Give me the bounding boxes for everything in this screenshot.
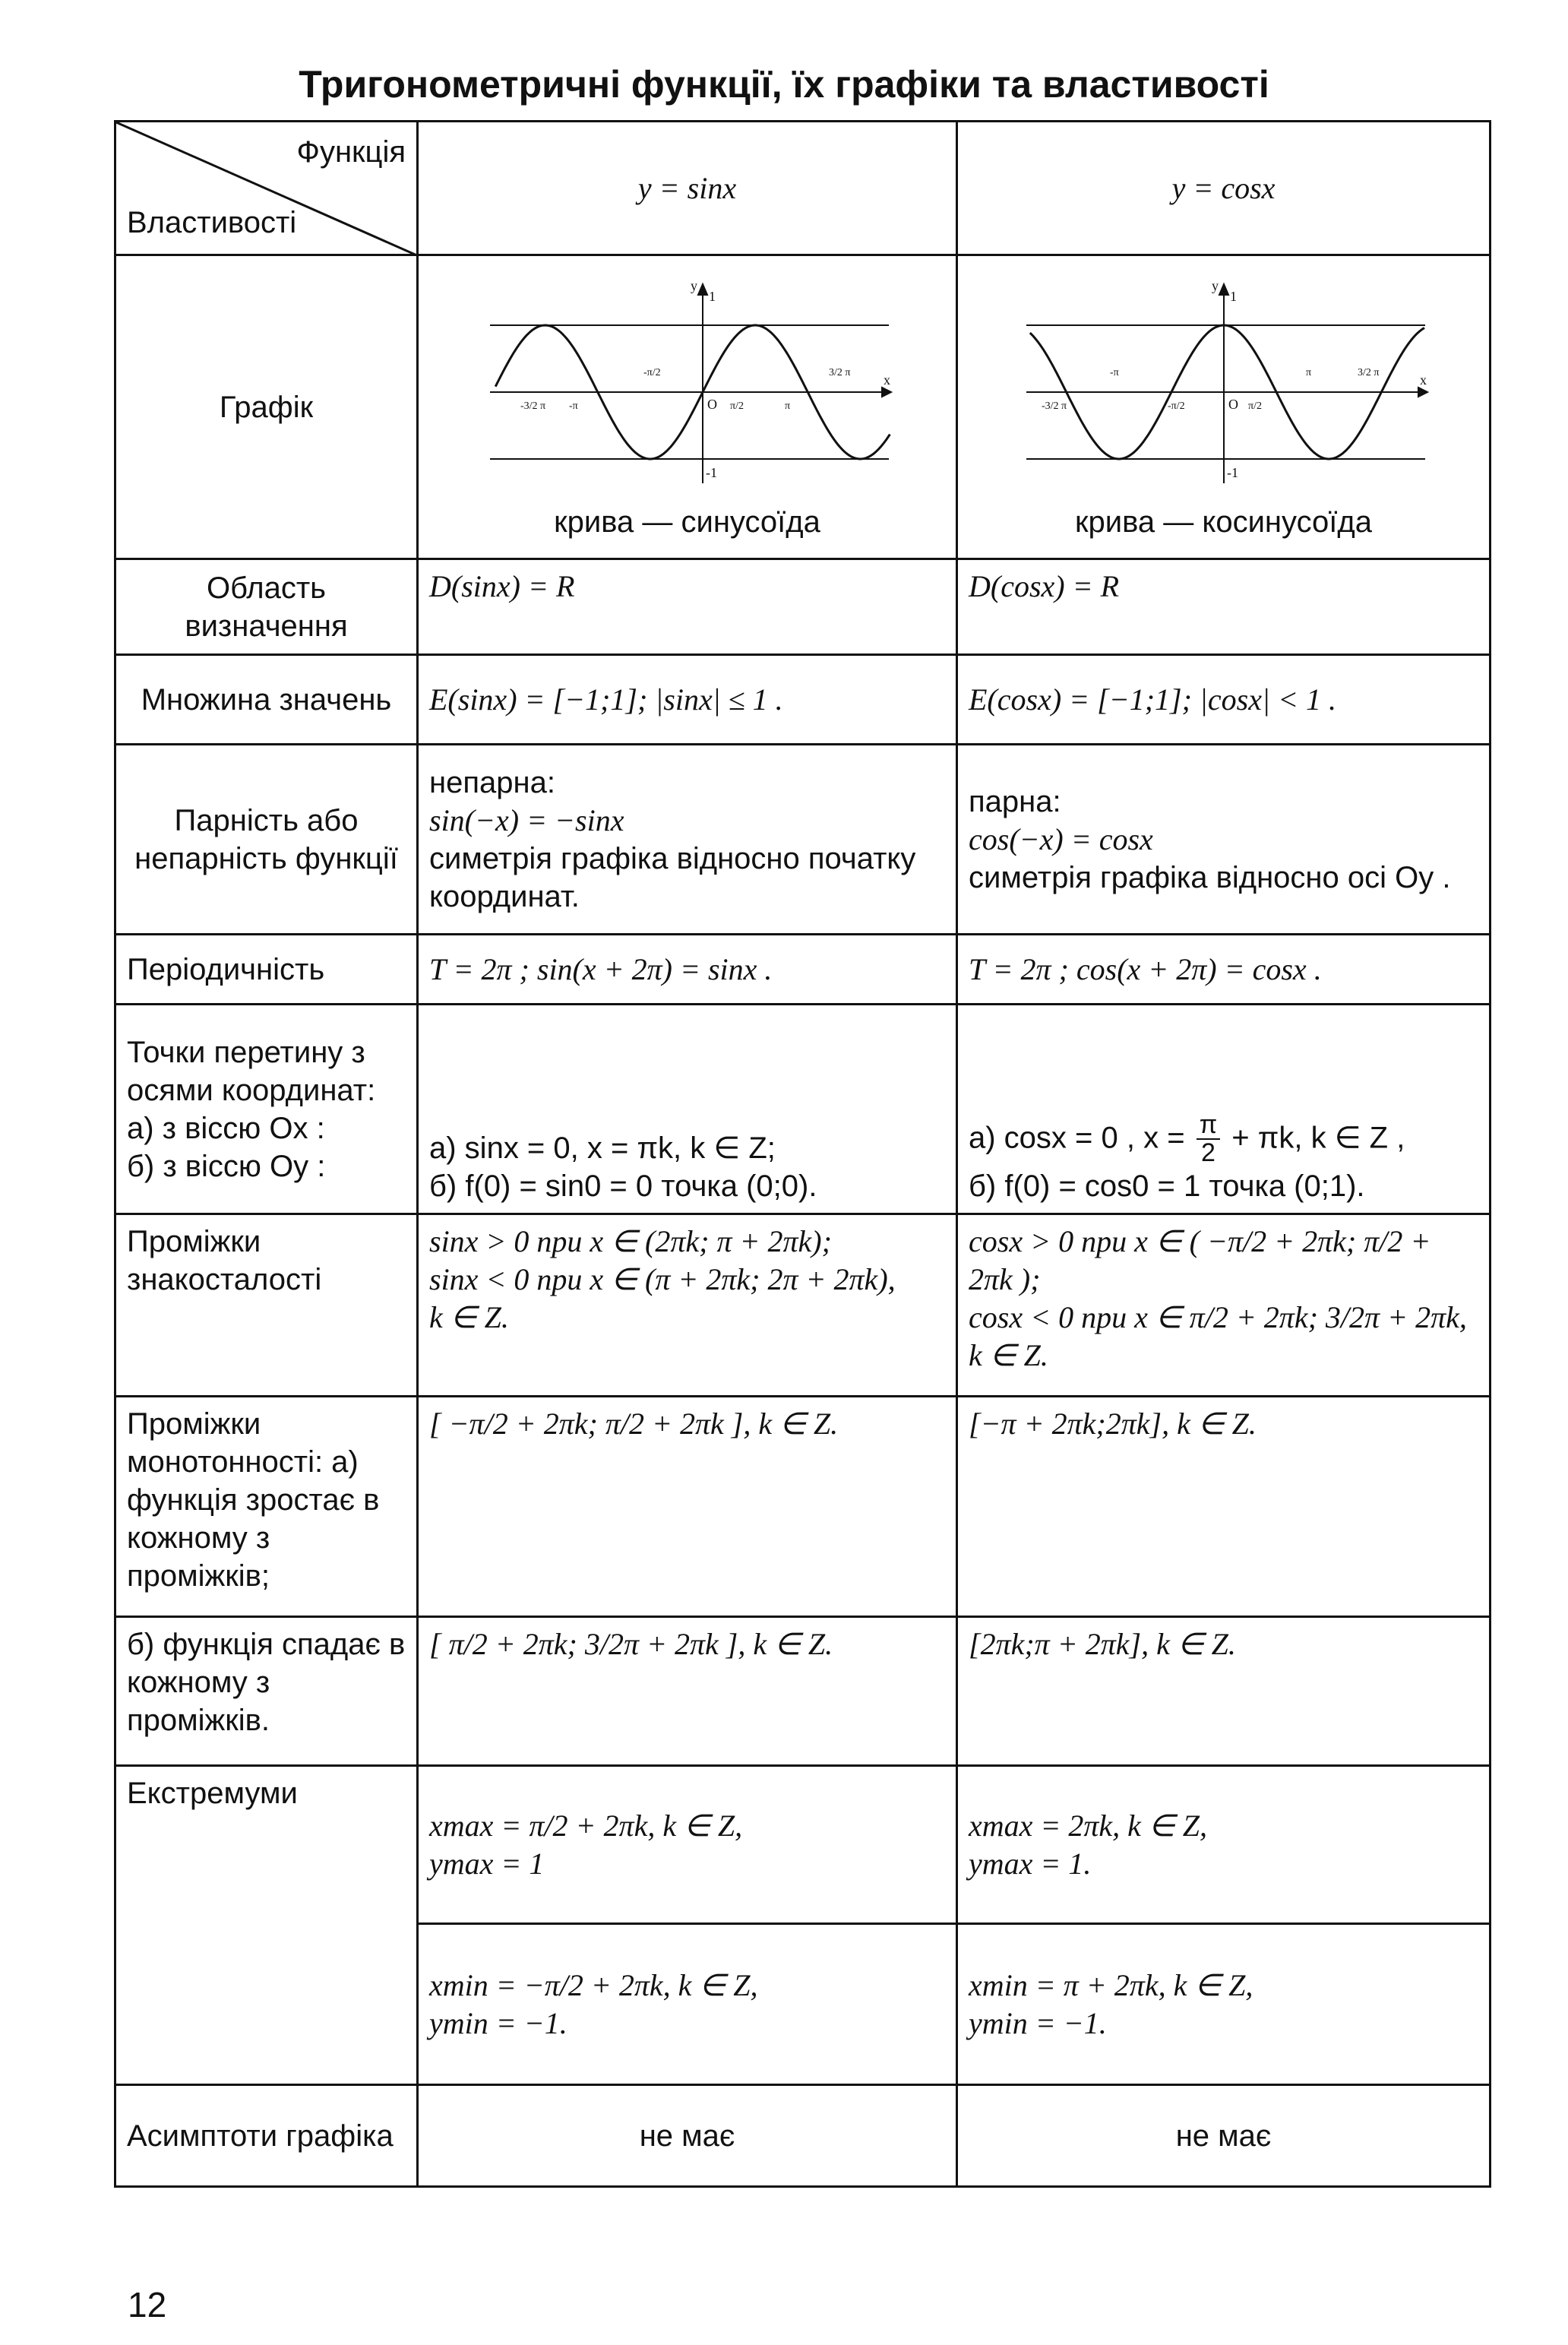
fraction-denominator: 2: [1200, 1138, 1216, 1168]
cos-ymax: ymax = 1.: [969, 1846, 1092, 1881]
cos-xmax: xmax = 2πk, k ∈ Z,: [969, 1808, 1208, 1843]
sin-increase: [ −π/2 + 2πk; π/2 + 2πk ], k ∈ Z.: [418, 1397, 957, 1617]
cos-intersection-ox: [969, 1109, 1478, 1168]
sin-parity-type: непарна:: [429, 765, 555, 799]
sin-tick-label: 3/2 π: [828, 366, 850, 378]
sin-decrease: [ π/2 + 2πk; 3/2π + 2πk ], k ∈ Z.: [418, 1617, 957, 1766]
cos-intersection-oy: б) f(0) = cos0 = 1 точка (0;1).: [969, 1169, 1365, 1203]
cos-parity-note: симетрія графіка відносно осі Oy .: [969, 860, 1451, 894]
sin-tick-label: π: [784, 400, 790, 412]
sin-sign-k: k ∈ Z.: [429, 1300, 509, 1334]
graph-row: [115, 255, 1491, 559]
sin-column-header: y = sinx: [418, 122, 957, 255]
cos-min-cell: [957, 1924, 1491, 2085]
domain-label: Область визначення: [115, 559, 418, 655]
cos-tick-label: -3/2 π: [1041, 400, 1067, 412]
extrema-label: Екстремуми: [115, 1766, 418, 2085]
cos-range: E(cosx) = [−1;1]; |cosx| < 1 .: [957, 655, 1491, 745]
cos-intersection-ox-post: + πk, k ∈ Z ,: [1231, 1120, 1405, 1154]
cos-increase: [−π + 2πk;2πk], k ∈ Z.: [957, 1397, 1491, 1617]
cos-column-header: y = cosx: [957, 122, 1491, 255]
cos-decrease: [2πk;π + 2πk], k ∈ Z.: [957, 1617, 1491, 1766]
cos-parity-cell: [957, 745, 1491, 935]
cos-minus-one-label: -1: [1226, 464, 1238, 480]
cos-domain: D(cosx) = R: [957, 559, 1491, 655]
sin-tick-label: -3/2 π: [520, 400, 545, 412]
sin-axis-x-label: x: [883, 372, 890, 388]
cos-tick-label: π/2: [1247, 400, 1262, 412]
cos-intersection-ox-pre: а) cosx = 0 , x =: [969, 1120, 1185, 1154]
properties-table: [114, 120, 1491, 2188]
decrease-label: б) функція спадає в кожному з проміжків.: [115, 1617, 418, 1766]
sin-xmax: xmax = π/2 + 2πk, k ∈ Z,: [429, 1808, 743, 1843]
range-label: Множина значень: [115, 655, 418, 745]
sin-tick-label: π/2: [729, 400, 744, 412]
cos-xmin: xmin = π + 2πk, k ∈ Z,: [969, 1967, 1253, 2002]
sin-tick-label: -π: [568, 400, 578, 412]
sin-intersection-ox: а) sinx = 0, x = πk, k ∈ Z;: [429, 1131, 776, 1165]
properties-header-label: Властивості: [127, 206, 297, 239]
sin-sign-cell: [418, 1214, 957, 1397]
decrease-row: [115, 1617, 1491, 1766]
intersections-label-cell: [115, 1005, 418, 1214]
cos-one-label: 1: [1229, 288, 1237, 304]
parity-row: [115, 745, 1491, 935]
sin-asymptotes: не має: [418, 2085, 957, 2187]
cos-periodicity: T = 2π ; cos(x + 2π) = cosx .: [957, 935, 1491, 1005]
sin-origin-label: O: [707, 396, 717, 412]
intersections-label-b: б) з віссю Oy :: [127, 1149, 326, 1183]
cos-ymin: ymin = −1.: [969, 2005, 1107, 2040]
sin-parity-cell: [418, 745, 957, 935]
cos-negative-interval: cosx < 0 при x ∈ π/2 + 2πk; 3/2π + 2πk, k ∈ Z.: [969, 1300, 1467, 1372]
sin-domain: D(sinx) = R: [418, 559, 957, 655]
cos-intersections-cell: [957, 1005, 1491, 1214]
increase-row: [115, 1397, 1491, 1617]
cos-positive-interval: cosx > 0 при x ∈ ( −π/2 + 2πk; π/2 + 2πk );: [969, 1224, 1431, 1296]
cos-tick-label: -π: [1109, 366, 1119, 378]
fraction-numerator: π: [1197, 1112, 1220, 1141]
sin-ymin: ymin = −1.: [429, 2005, 567, 2040]
asymptotes-row: [115, 2085, 1491, 2187]
sin-ymax: ymax = 1: [429, 1846, 545, 1881]
sin-intersection-oy: б) f(0) = sin0 = 0 точка (0;0).: [429, 1169, 817, 1203]
intersections-row: [115, 1005, 1491, 1214]
cos-axis-y-label: y: [1211, 277, 1219, 293]
cos-parity-formula: cos(−x) = cosx: [969, 821, 1153, 856]
cos-origin-label: O: [1228, 396, 1238, 412]
cosine-graph: [1011, 278, 1437, 491]
parity-label: Парність або непарність функції: [115, 745, 418, 935]
range-row: [115, 655, 1491, 745]
sin-positive-interval: sinx > 0 при x ∈ (2πk; π + 2πk);: [429, 1224, 832, 1258]
intersections-label: Точки перетину з осями координат:: [127, 1035, 376, 1107]
sin-graph-cell: [418, 255, 957, 559]
sine-graph: [475, 278, 900, 491]
sin-range: E(sinx) = [−1;1]; |sinx| ≤ 1 .: [418, 655, 957, 745]
page-number: 12: [128, 2285, 167, 2324]
page-title: Тригонометричні функції, їх графіки та властивості: [299, 63, 1269, 106]
cos-graph-cell: [957, 255, 1491, 559]
graph-label: Графік: [115, 255, 418, 559]
increase-label: Проміжки монотонності: а) функція зростає в кожному з проміжків;: [115, 1397, 418, 1617]
sign-row: [115, 1214, 1491, 1397]
sin-parity-formula: sin(−x) = −sinx: [429, 802, 624, 837]
cos-graph-caption: крива — косинусоїда: [1075, 505, 1372, 539]
domain-row: [115, 559, 1491, 655]
asymptotes-label: Асимптоти графіка: [115, 2085, 418, 2187]
pi-over-two-fraction: [1197, 1109, 1220, 1168]
cos-tick-label: -π/2: [1167, 400, 1185, 412]
sin-graph-caption: крива — синусоїда: [554, 505, 820, 539]
cos-tick-label: π: [1305, 366, 1311, 378]
header-corner-cell: [115, 122, 418, 255]
sin-intersections-cell: [418, 1005, 957, 1214]
sin-min-cell: [418, 1924, 957, 2085]
sin-tick-label: -π/2: [643, 366, 661, 378]
intersections-label-a: а) з віссю Ox :: [127, 1111, 325, 1145]
periodicity-label: Періодичність: [115, 935, 418, 1005]
cos-max-cell: [957, 1766, 1491, 1924]
cos-parity-type: парна:: [969, 784, 1061, 818]
cos-axis-x-label: x: [1419, 372, 1427, 388]
sin-minus-one-label: -1: [705, 464, 717, 480]
periodicity-row: [115, 935, 1491, 1005]
sin-max-cell: [418, 1766, 957, 1924]
sign-label: Проміжки знакосталості: [115, 1214, 418, 1397]
cos-tick-label: 3/2 π: [1357, 366, 1379, 378]
function-header-label: Функція: [296, 135, 406, 169]
sin-parity-note: симетрія графіка відносно початку координат.: [429, 841, 916, 913]
sin-one-label: 1: [708, 288, 716, 304]
cos-asymptotes: не має: [957, 2085, 1491, 2187]
extrema-max-row: [115, 1766, 1491, 1924]
sin-negative-interval: sinx < 0 при x ∈ (π + 2πk; 2π + 2πk),: [429, 1262, 896, 1296]
header-row: [115, 122, 1491, 255]
sin-axis-y-label: y: [690, 277, 697, 293]
sin-periodicity: T = 2π ; sin(x + 2π) = sinx .: [418, 935, 957, 1005]
sin-xmin: xmin = −π/2 + 2πk, k ∈ Z,: [429, 1967, 758, 2002]
cos-sign-cell: [957, 1214, 1491, 1397]
